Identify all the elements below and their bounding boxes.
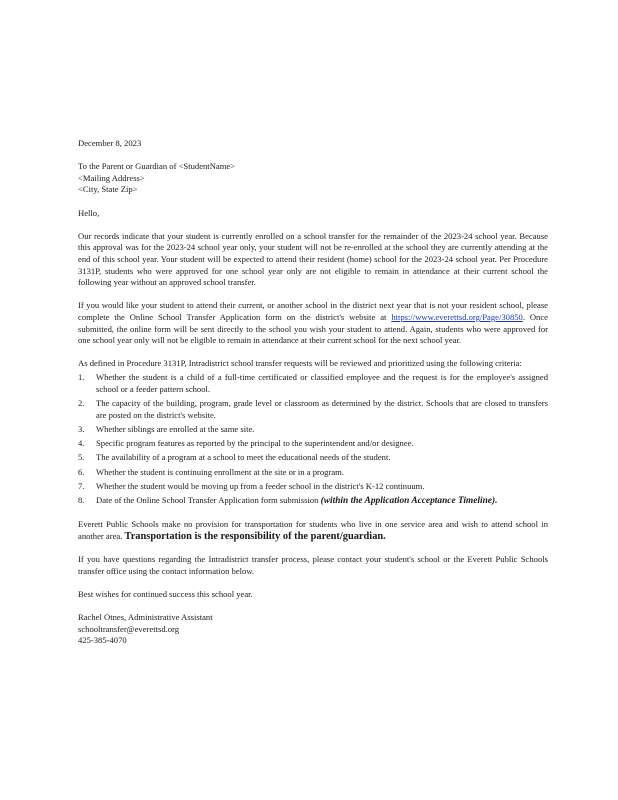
address-line-recipient: To the Parent or Guardian of <StudentName>: [78, 161, 236, 172]
criteria-intro: As defined in Procedure 3131P, Intradistrict school transfer requests will be reviewed and prioritized using the following criteria:: [78, 358, 522, 369]
criteria-text: Whether the student is continuing enrollment at the site or in a program.: [96, 466, 344, 477]
criteria-timeline-emphasis: (within the Application Acceptance Timeline).: [320, 495, 498, 506]
signature-block: [78, 612, 548, 647]
transfer-application-link[interactable]: https://www.everettsd.org/Page/30850: [391, 311, 523, 322]
criteria-number: 3.: [78, 424, 85, 435]
criteria-text: Date of the Online School Transfer Application form submission: [96, 494, 319, 505]
criteria-number: 1.: [78, 372, 85, 383]
criteria-text: The availability of a program at a school to meet the educational needs of the student.: [96, 452, 391, 463]
criteria-text: The capacity of the building, program, grade level or classroom as determined by the district. Schools that are closed to transfers are posted on the district's website.: [96, 398, 548, 420]
greeting: Hello,: [78, 207, 100, 218]
recipient-address: [78, 161, 548, 196]
criteria-item: [78, 398, 548, 421]
criteria-item: [78, 481, 548, 493]
paragraph-enrollment: Our records indicate that your student is currently enrolled on a school transfer for the remainder of the 2023-24 school year. Because this approval was for the 2023-24 school year only, your student will not be re-enrolled at the school they are currently attending at the end of this school year. Your student will be expected to attend their resident (home) school for the 2023-24 school year. Per Procedure 3131P, students who were approved for one school year only are not eligible to remain in attendance at their current school the following year without an approved school transfer.: [78, 230, 548, 288]
criteria-list: [78, 372, 548, 507]
address-line-mailing: <Mailing Address>: [78, 172, 145, 183]
paragraph-questions: If you have questions regarding the Intradistrict transfer process, please contact your student's school or the Everett Public Schools transfer office using the contact information below.: [78, 553, 548, 576]
criteria-number: 2.: [78, 398, 85, 409]
paragraph-transfer-application: [78, 300, 548, 346]
address-line-city: <City, State Zip>: [78, 184, 138, 195]
criteria-text: Whether siblings are enrolled at the same site.: [96, 424, 255, 435]
criteria-text: Whether the student would be moving up from a feeder school in the district's K-12 continuum.: [96, 480, 425, 491]
paragraph-transfer-text-after: . Once submitted, the online form will be sent directly to the school you wish your student to attend. Again, students who were approved for one school year only will not be eligible to remain in attendance at their current school for the next school year.: [78, 311, 548, 346]
transportation-text: Everett Public Schools make no provision for transportation for students who live in one service area and wish to attend school in another area.: [78, 519, 548, 541]
criteria-item: [78, 438, 548, 450]
closing: Best wishes for continued success this school year.: [78, 588, 253, 599]
criteria-item: [78, 372, 548, 395]
criteria-item: [78, 467, 548, 479]
criteria-text: Whether the student is a child of a full-time certificated or classified employee and the request is for the employee's assigned school or a feeder pattern school.: [96, 372, 548, 395]
criteria-item: [78, 424, 548, 436]
letter-date: December 8, 2023: [78, 138, 142, 148]
signature-name: Rachel Otnes, Administrative Assistant: [78, 611, 213, 622]
letter-page: [78, 138, 548, 658]
paragraph-transportation: [78, 519, 548, 542]
criteria-number: 4.: [78, 438, 85, 449]
transportation-emphasis: Transportation is the responsibility of the parent/guardian.: [124, 530, 386, 542]
paragraph-transfer-text-before: If you would like your student to attend their current, or another school in the district next year that is not your resident school, please complete the Online School Transfer Application form on the district's website at: [78, 300, 548, 322]
criteria-number: 8.: [78, 494, 85, 505]
criteria-number: 5.: [78, 452, 85, 463]
criteria-item: [78, 495, 548, 508]
criteria-text: Specific program features as reported by the principal to the superintendent and/or designee.: [96, 438, 414, 449]
criteria-number: 7.: [78, 480, 85, 491]
criteria-number: 6.: [78, 466, 85, 477]
criteria-item: [78, 452, 548, 464]
signature-email: schooltransfer@everettsd.org: [78, 623, 180, 634]
signature-phone: 425-385-4070: [78, 635, 127, 646]
